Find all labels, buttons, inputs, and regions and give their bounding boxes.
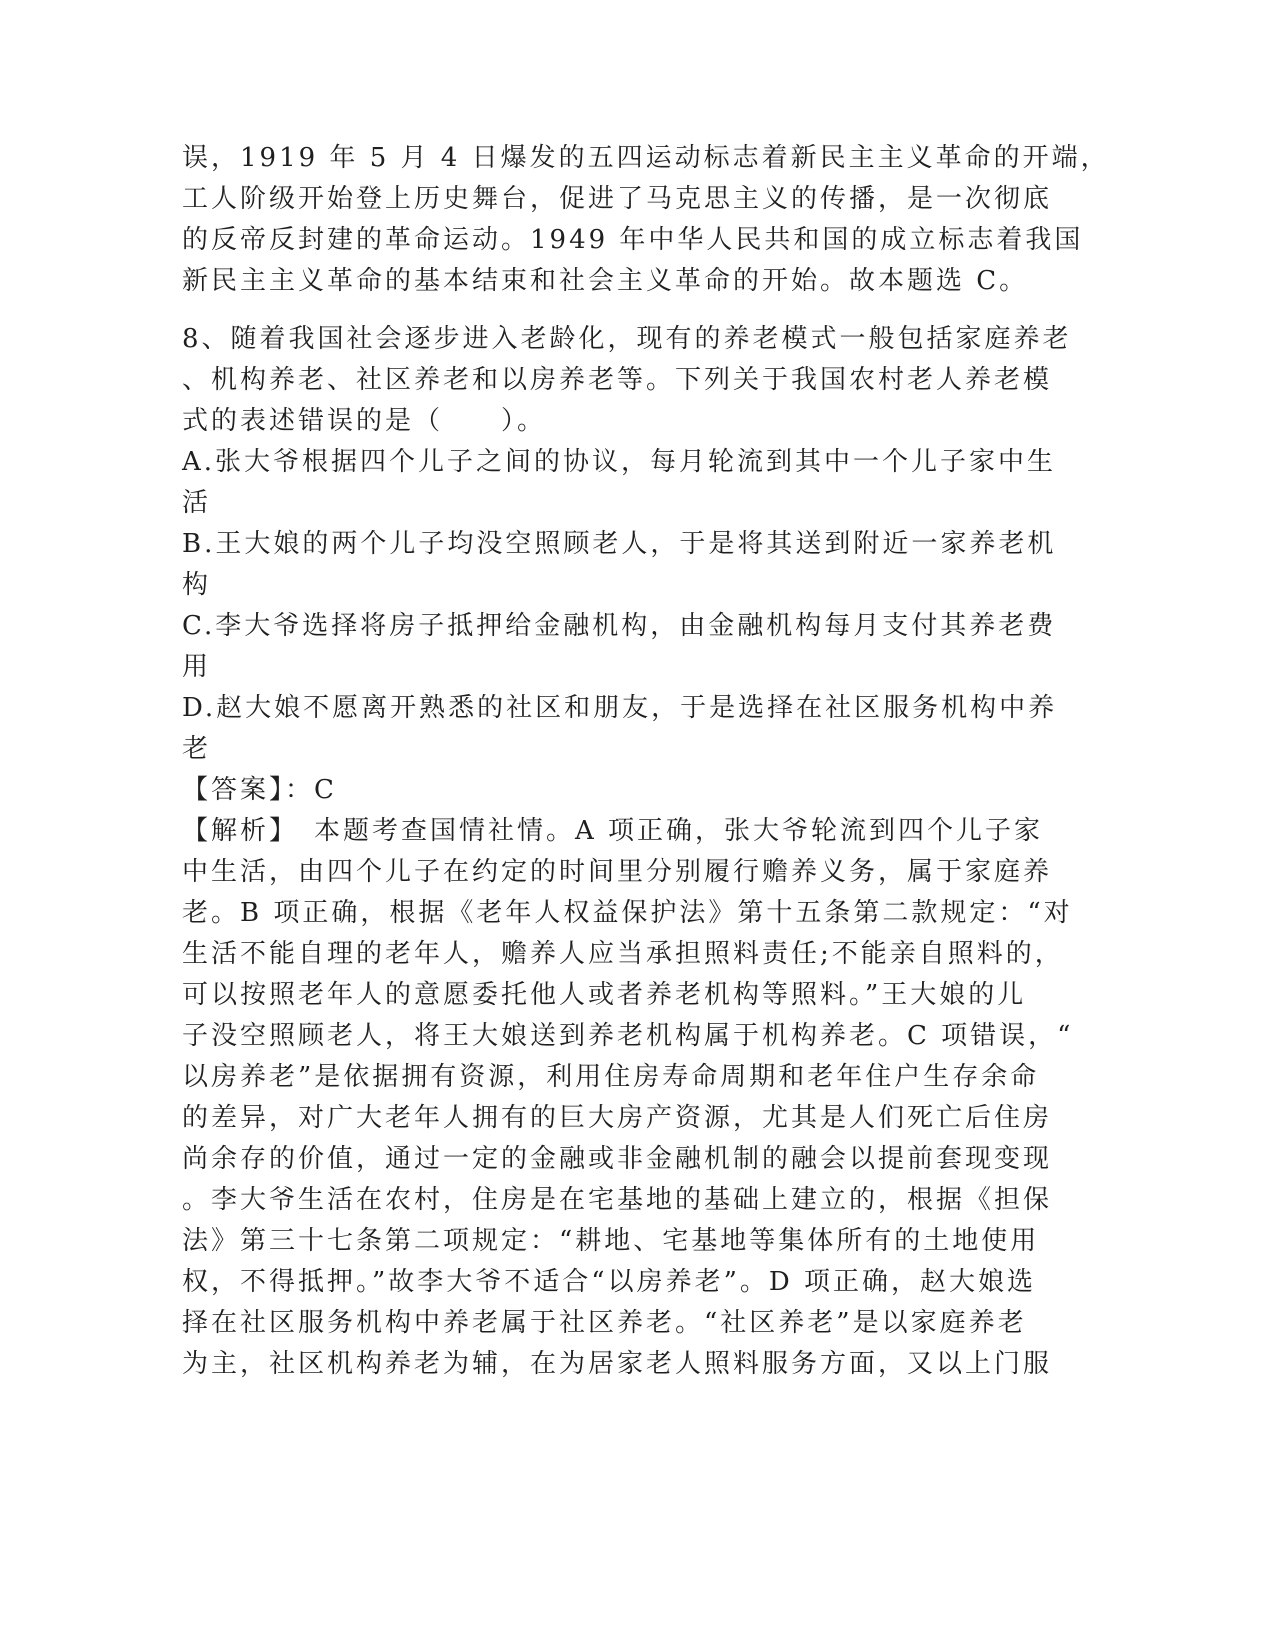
analysis-line: 【解析】 本题考查国情社情。A 项正确，张大爷轮流到四个儿子家 bbox=[182, 816, 1044, 846]
option-d-line: D.赵大娘不愿离开熟悉的社区和朋友，于是选择在社区服务机构中养 bbox=[182, 693, 1058, 723]
analysis-line: 老。B 项正确，根据《老年人权益保护法》第十五条第二款规定：“对 bbox=[182, 898, 1073, 928]
question-8 bbox=[182, 319, 1074, 1385]
analysis-line: 。李大爷生活在农村，住房是在宅基地的基础上建立的，根据《担保 bbox=[182, 1185, 1053, 1215]
option-d-line: 老 bbox=[182, 734, 212, 764]
analysis-line: 尚余存的价值，通过一定的金融或非金融机制的融会以提前套现变现 bbox=[182, 1144, 1053, 1174]
paragraph-gap bbox=[182, 302, 1042, 319]
analysis-line: 择在社区服务机构中养老属于社区养老。“社区养老”是以家庭养老 bbox=[182, 1308, 1027, 1338]
text-line: 误，1919 年 5 月 4 日爆发的五四运动标志着新民主主义革命的开端， bbox=[182, 143, 1110, 173]
question-stem-line: 式的表述错误的是（ ）。 bbox=[182, 406, 547, 436]
analysis-line: 权，不得抵押。”故李大爷不适合“以房养老”。D 项正确，赵大娘选 bbox=[182, 1267, 1036, 1297]
analysis-line: 为主，社区机构养老为辅，在为居家老人照料服务方面，又以上门服 bbox=[182, 1349, 1053, 1379]
option-b-line: 构 bbox=[182, 570, 212, 600]
option-a-line: 活 bbox=[182, 488, 212, 518]
analysis-line: 可以按照老年人的意愿委托他人或者养老机构等照料。”王大娘的儿 bbox=[182, 980, 1027, 1010]
option-c-line: 用 bbox=[182, 652, 212, 682]
text-line: 新民主主义革命的基本结束和社会主义革命的开始。故本题选 C。 bbox=[182, 266, 1029, 296]
option-a-line: A.张大爷根据四个儿子之间的协议，每月轮流到其中一个儿子家中生 bbox=[182, 447, 1057, 477]
question-stem-line: 、机构养老、社区养老和以房养老等。下列关于我国农村老人养老模 bbox=[182, 365, 1053, 395]
text-line: 的反帝反封建的革命运动。1949 年中华人民共和国的成立标志着我国 bbox=[182, 225, 1084, 255]
analysis-line: 以房养老”是依据拥有资源，利用住房寿命周期和老年住户生存余命 bbox=[182, 1062, 1040, 1092]
analysis-line: 子没空照顾老人，将王大娘送到养老机构属于机构养老。C 项错误，“ bbox=[182, 1021, 1074, 1051]
option-c-line: C.李大爷选择将房子抵押给金融机构，由金融机构每月支付其养老费 bbox=[182, 611, 1057, 641]
analysis-line: 法》第三十七条第二项规定：“耕地、宅基地等集体所有的土地使用 bbox=[182, 1226, 1040, 1256]
document-page bbox=[182, 138, 1110, 1385]
analysis-line: 中生活，由四个儿子在约定的时间里分别履行赡养义务，属于家庭养 bbox=[182, 857, 1053, 887]
previous-explanation bbox=[182, 138, 1110, 302]
option-b-line: B.王大娘的两个儿子均没空照顾老人，于是将其送到附近一家养老机 bbox=[182, 529, 1057, 559]
analysis-line: 的差异，对广大老年人拥有的巨大房产资源，尤其是人们死亡后住房 bbox=[182, 1103, 1053, 1133]
answer-line: 【答案】：C bbox=[182, 775, 337, 805]
analysis-line: 生活不能自理的老年人，赡养人应当承担照料责任;不能亲自照料的， bbox=[182, 939, 1064, 969]
question-stem-line: 8、随着我国社会逐步进入老龄化，现有的养老模式一般包括家庭养老 bbox=[182, 324, 1072, 354]
text-line: 工人阶级开始登上历史舞台，促进了马克思主义的传播，是一次彻底 bbox=[182, 184, 1053, 214]
